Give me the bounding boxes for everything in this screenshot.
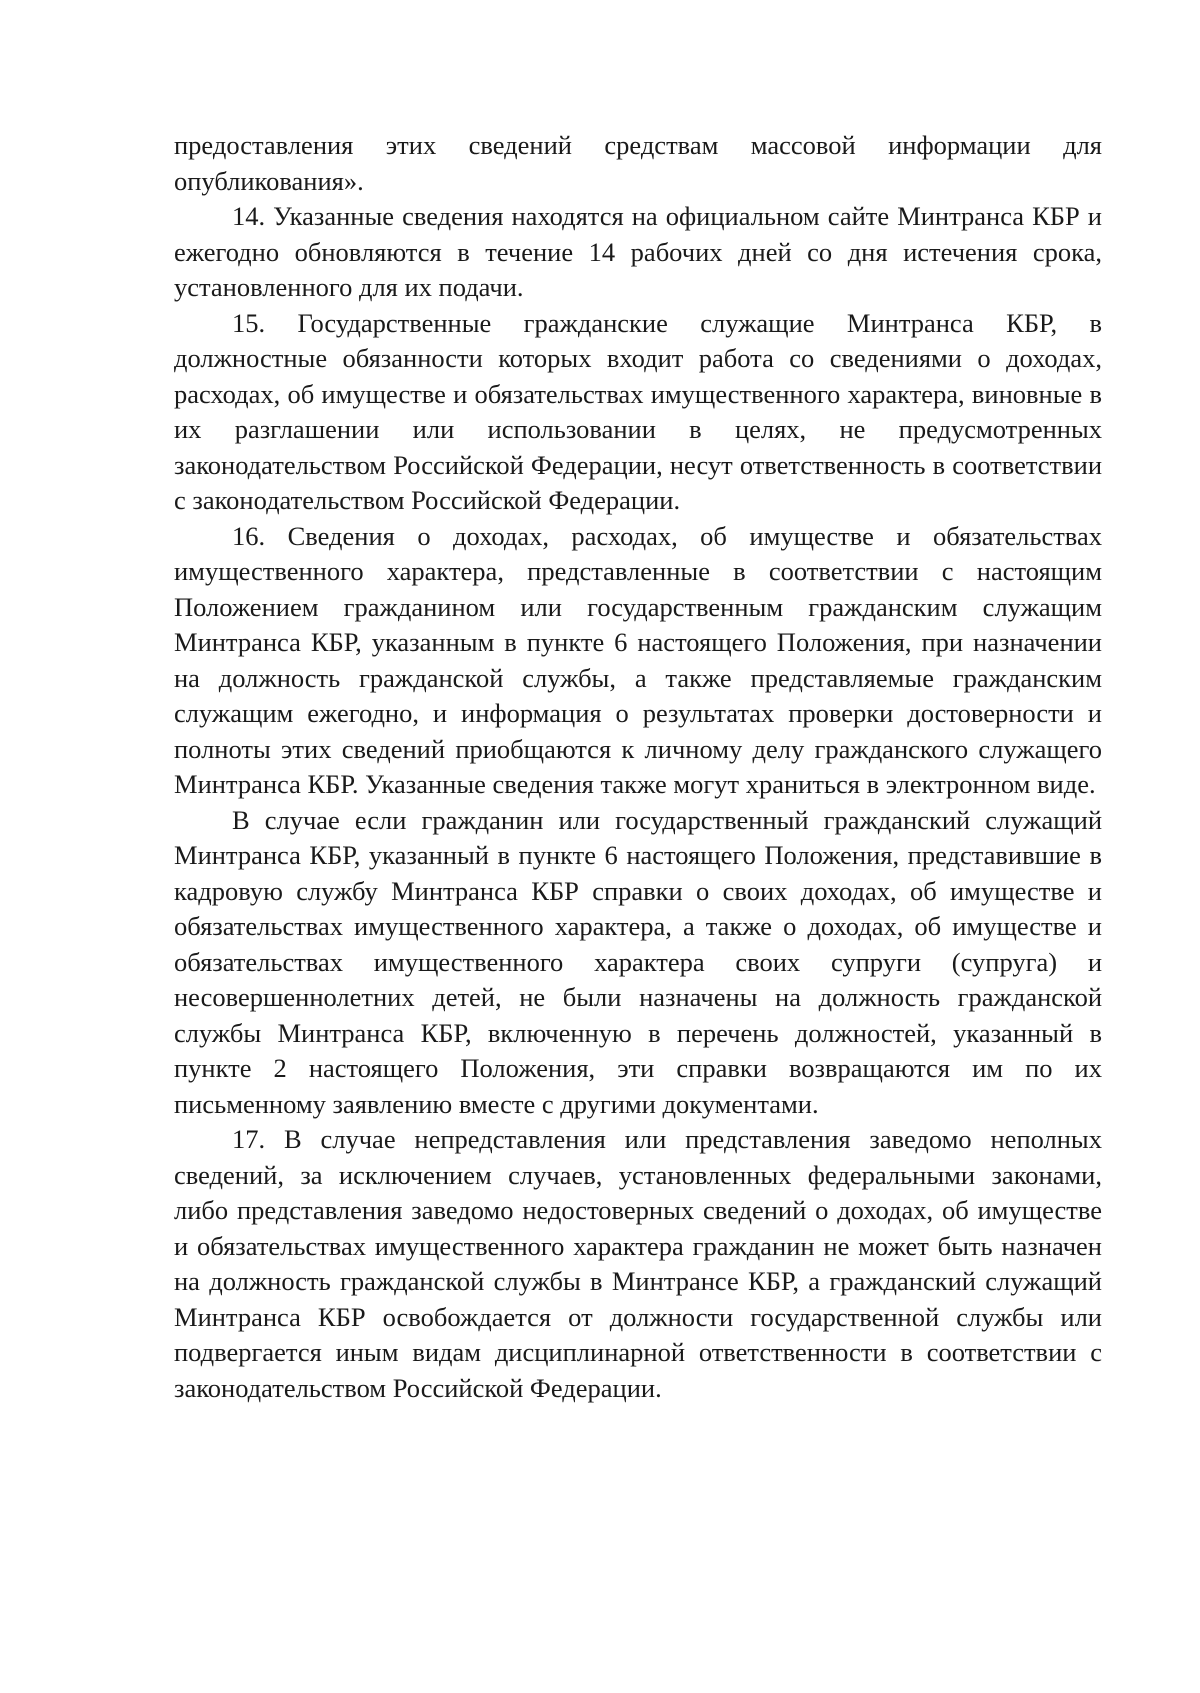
paragraph-16: 16. Сведения о доходах, расходах, об имуществе и обязательствах имущественного характера, представленные в соответствии с настоящим Положением гражданином или государственным гражданским служащим Минтранса КБР, указанным в пункте 6 настоящего Положения, при назначении на должность гражданской службы, а также представляемые гражданским служащим ежегодно, и информация о результатах проверки достоверности и полноты этих сведений приобщаются к личному делу гражданского служащего Минтранса КБР. Указанные сведения также могут храниться в электронном виде. (174, 520, 1102, 799)
paragraph-17: 17. В случае непредставления или представления заведомо неполных сведений, за исключением случаев, установленных федеральными законами, либо представления заведомо недостоверных сведений о доходах, об имуществе и обязательствах имущественного характера гражданин не может быть назначен на должность гражданской службы в Минтрансе КБР, а гражданский служащий Минтранса КБР освобождается от должности государственной службы или подвергается иным видам дисциплинарной ответственности в соответствии с законодательством Российской Федерации. (174, 1124, 1102, 1403)
paragraph-15: 15. Государственные гражданские служащие Минтранса КБР, в должностные обязанности которых входит работа со сведениями о доходах, расходах, об имуществе и обязательствах имущественного характера, виновные в их разглашении или использовании в целях, не предусмотренных законодательством Российской Федерации, несут ответственность в соответствии с законодательством Российской Федерации. (174, 307, 1102, 515)
paragraph-14: 14. Указанные сведения находятся на официальном сайте Минтранса КБР и ежегодно обновляются в течение 14 рабочих дней со дня истечения срока, установленного для их подачи. (174, 201, 1102, 302)
document-body (174, 128, 1102, 1406)
paragraph-16-continued: В случае если гражданин или государственный гражданский служащий Минтранса КБР, указанный в пункте 6 настоящего Положения, представившие в кадровую службу Минтранса КБР справки о своих доходах, об имуществе и обязательствах имущественного характера, а также о доходах, об имуществе и обязательствах имущественного характера своих супруги (супруга) и несовершеннолетних детей, не были назначены на должность гражданской службы Минтранса КБР, включенную в перечень должностей, указанный в пункте 2 настоящего Положения, эти справки возвращаются им по их письменному заявлению вместе с другими документами. (174, 804, 1102, 1119)
paragraph-continuation: предоставления этих сведений средствам массовой информации для опубликования». (174, 130, 1102, 196)
